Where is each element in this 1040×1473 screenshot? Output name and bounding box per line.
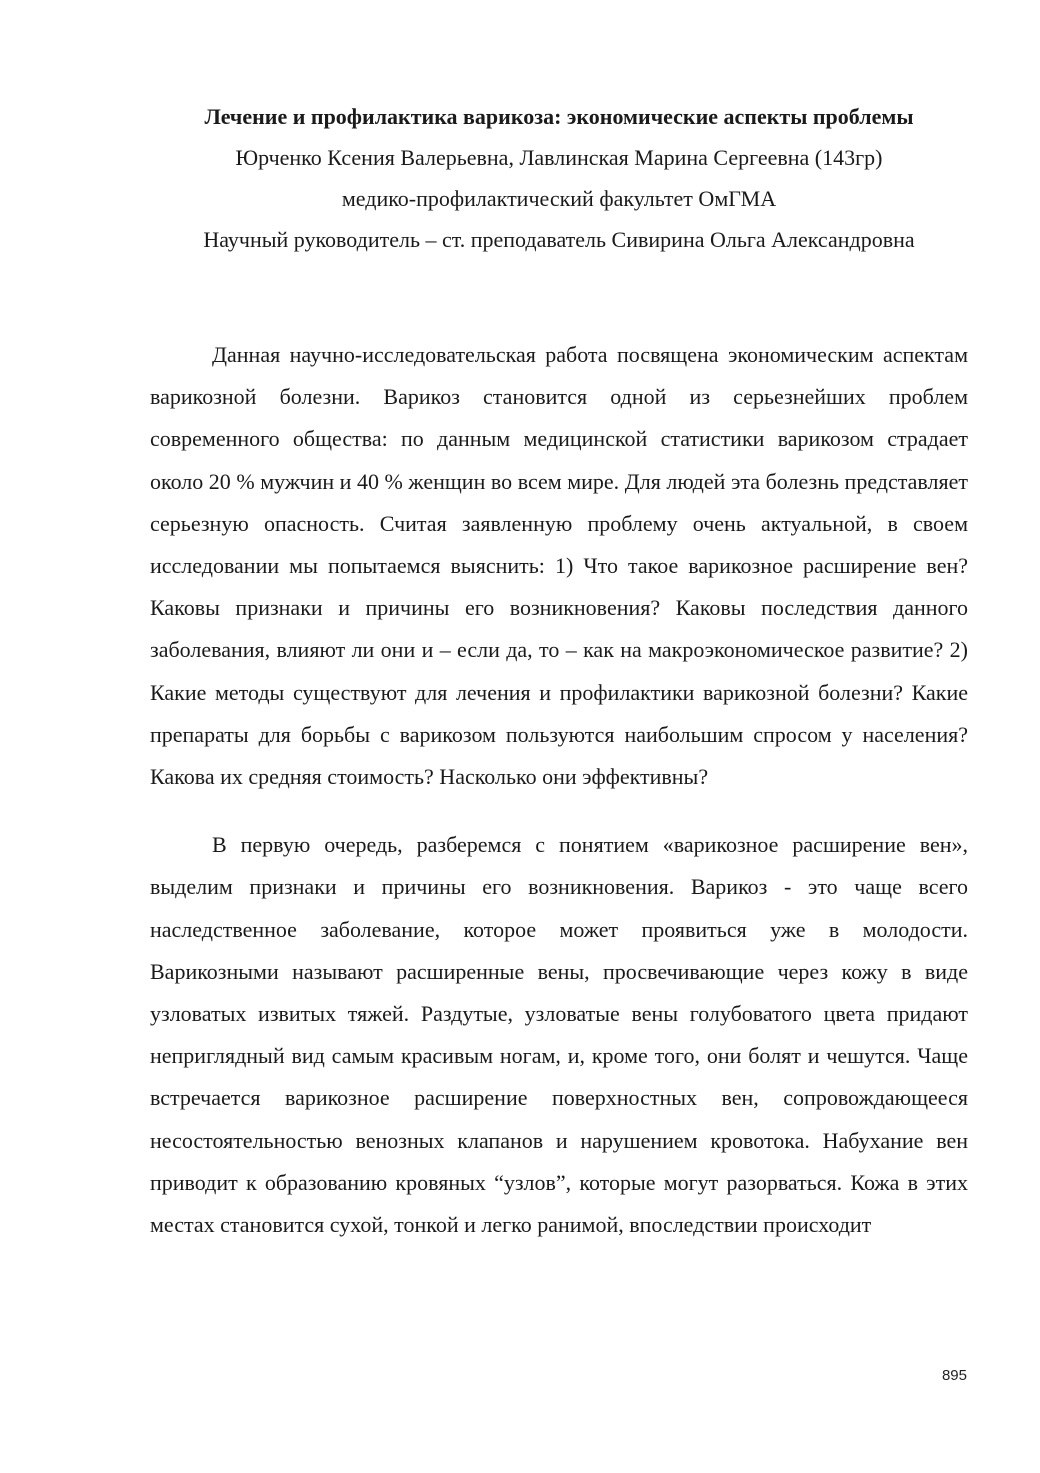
supervisor-line: Научный руководитель – ст. преподаватель Сивирина Ольга Александровна	[203, 227, 915, 252]
article-title: Лечение и профилактика варикоза: экономические аспекты проблемы	[204, 104, 914, 129]
faculty-line: медико-профилактический факультет ОмГМА	[341, 186, 777, 211]
page-number: 895	[941, 1367, 967, 1384]
body-paragraph-1: Данная научно-исследовательская работа посвящена экономическим аспектам варикозной болезни. Варикоз становится одной из серьезнейших проблем современного общества: по данным медицинской статистики варикозом страдает около 20 % мужчин и 40 % женщин во всем мире. Для людей эта болезнь представляет серьезную опасность. Считая заявленную проблему очень актуальной, в своем исследовании мы попытаемся выяснить: 1) Что такое варикозное расширение вен? Каковы признаки и причины его возникновения? Каковы последствия данного заболевания, влияют ли они и – если да, то – как на макроэкономическое развитие? 2) Какие методы существуют для лечения и профилактики варикозной болезни? Какие препараты для борьбы с варикозом пользуются наибольшим спросом у населения? Какова их средняя стоимость? Насколько они эффективны?	[150, 342, 968, 790]
author-line: Юрченко Ксения Валерьевна, Лавлинская Марина Сергеевна (143гр)	[235, 145, 883, 170]
body-paragraph-2: В первую очередь, разберемся с понятием «варикозное расширение вен», выделим признаки и причины его возникновения. Варикоз - это чаще всего наследственное заболевание, которое может проявиться уже в молодости. Варикозными называют расширенные вены, просвечивающие через кожу в виде узловатых извитых тяжей. Раздутые, узловатые вены голубоватого цвета придают неприглядный вид самым красивым ногам, и, кроме того, они болят и чешутся. Чаще встречается варикозное расширение поверхностных вен, сопровождающееся несостоятельностью венозных клапанов и нарушением кровотока. Набухание вен приводит к образованию кровяных “узлов”, которые могут разорваться. Кожа в этих местах становится сухой, тонкой и легко ранимой, впоследствии происходит	[150, 832, 968, 1238]
article-body	[150, 334, 968, 1246]
article-header	[150, 96, 968, 260]
